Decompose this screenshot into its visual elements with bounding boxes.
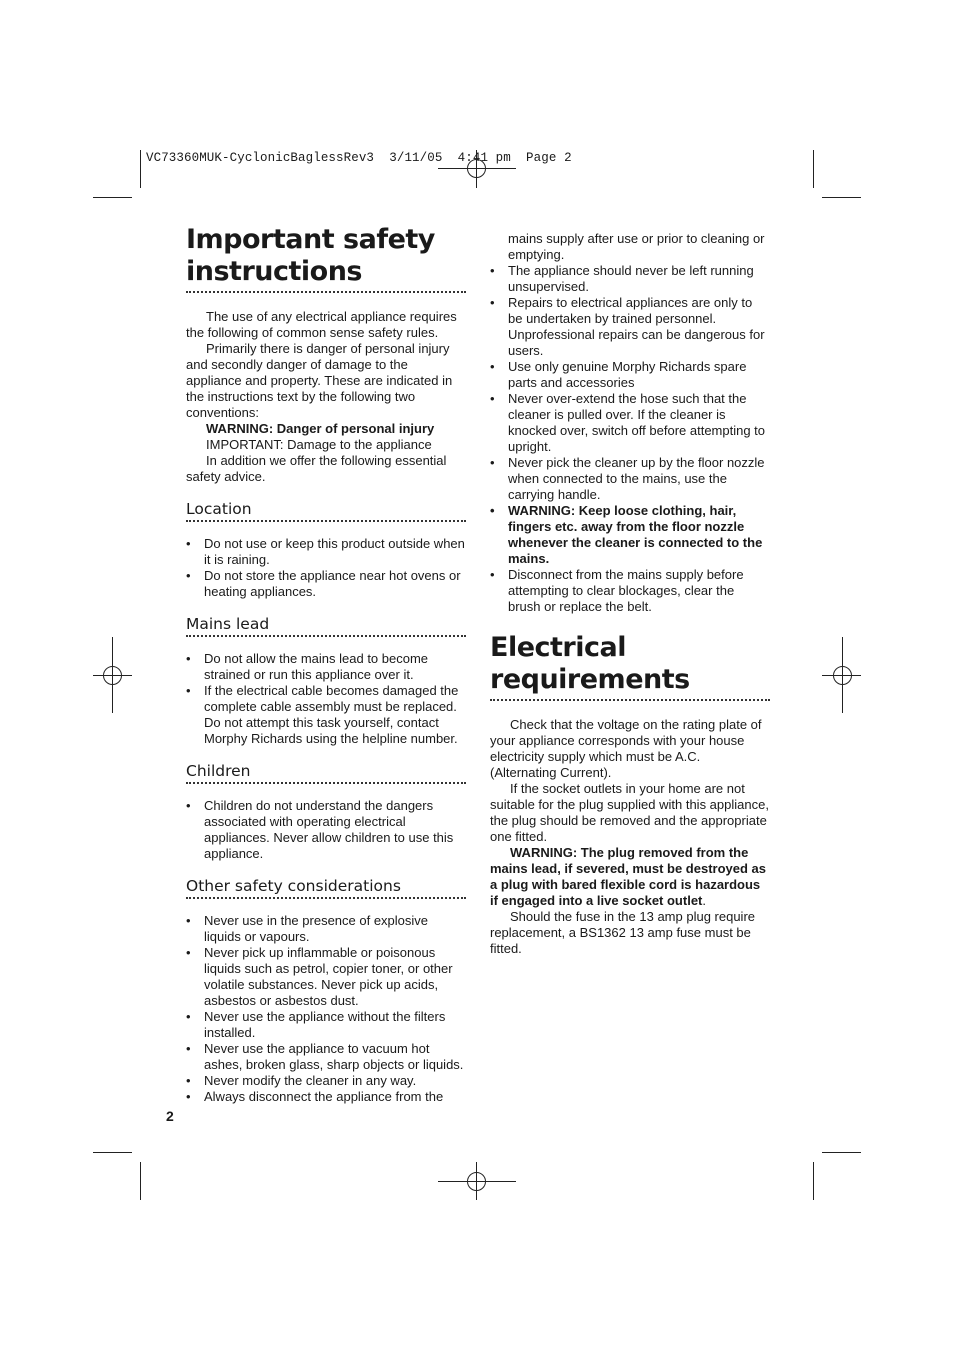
- crop-mark: [822, 197, 861, 198]
- list-item: • Never pick the cleaner up by the floor nozzle when connected to the mains, use the carrying handle.: [490, 455, 770, 503]
- section-mains-lead: [186, 614, 466, 747]
- list-item: • Repairs to electrical appliances are only to be undertaken by trained personnel. Unprofessional repairs can be dangerous for users.: [490, 295, 770, 359]
- section-heading: Mains lead: [186, 614, 466, 637]
- crop-mark: [93, 197, 132, 198]
- list-item: • The appliance should never be left running unsupervised.: [490, 263, 770, 295]
- registration-circle: [103, 666, 122, 685]
- registration-circle: [833, 666, 852, 685]
- list-item: • Never modify the cleaner in any way.: [186, 1073, 466, 1089]
- crop-mark: [813, 1162, 814, 1200]
- list-item: • Children do not understand the dangers associated with operating electrical appliances. Never allow children to use this appliance.: [186, 798, 466, 862]
- crop-mark: [93, 1152, 132, 1153]
- page-number: 2: [166, 1108, 174, 1124]
- list-item: • Do not use or keep this product outside when it is raining.: [186, 536, 466, 568]
- list-item-continuation: mains supply after use or prior to cleaning or emptying.: [508, 231, 765, 262]
- registration-circle: [467, 1172, 486, 1191]
- crop-mark: [822, 1152, 861, 1153]
- section-location: [186, 499, 466, 600]
- section-other-safety: [186, 876, 466, 1105]
- intro-text: The use of any electrical appliance requires the following of common sense safety rules. Primarily there is danger of personal injury and secondly danger of damage to the appliance and property. These are indicated in the instructions text by the following two conventions: WARNING: Danger of personal injury IMPORTANT: Damage to the appliance In addition we offer the following essential safety advice.: [186, 309, 466, 485]
- list-item: • Use only genuine Morphy Richards spare parts and accessories: [490, 359, 770, 391]
- print-slug-line: VC73360MUK-CyclonicBaglessRev3 3/11/05 4:41 pm Page 2: [146, 151, 572, 165]
- list-item: • Never use the appliance to vacuum hot ashes, broken glass, sharp objects or liquids.: [186, 1041, 466, 1073]
- list-item: • If the electrical cable becomes damaged the complete cable assembly must be replaced. Do not attempt this task yourself, contact Morphy Richards using the helpline number.: [186, 683, 466, 747]
- list-item: • Disconnect from the mains supply before attempting to clear blockages, clear the brush or replace the belt.: [490, 567, 770, 615]
- list-item: • Never use in the presence of explosive liquids or vapours.: [186, 913, 466, 945]
- list-item: • Never pick up inflammable or poisonous liquids such as petrol, copier toner, or other volatile substances. Never pick up acids, asbestos or asbestos dust.: [186, 945, 466, 1009]
- section-heading: Other safety considerations: [186, 876, 466, 899]
- section-children: [186, 761, 466, 862]
- warning-convention: WARNING: Danger of personal injury: [206, 421, 435, 436]
- list-item-warning: • WARNING: Keep loose clothing, hair, fingers etc. away from the floor nozzle whenever the cleaner is connected to the mains.: [490, 503, 770, 567]
- bullet-list: [186, 798, 466, 862]
- list-item: • Do not store the appliance near hot ovens or heating appliances.: [186, 568, 466, 600]
- left-column: [186, 224, 466, 1105]
- electrical-warning: WARNING: The plug removed from the mains lead, if severed, must be destroyed as a plug with bared flexible cord is hazardous if engaged into a live socket outlet.: [490, 845, 767, 908]
- crop-mark: [813, 150, 814, 188]
- right-column: [490, 231, 770, 957]
- bullet-list: [186, 536, 466, 600]
- list-item: • Do not allow the mains lead to become strained or run this appliance over it.: [186, 651, 466, 683]
- page-title: Important safety instructions: [186, 224, 466, 293]
- bullet-list: [490, 263, 770, 615]
- crop-mark: [140, 150, 141, 188]
- crop-mark: [140, 1162, 141, 1200]
- section-title-electrical: Electrical requirements: [490, 632, 770, 701]
- list-item: • Always disconnect the appliance from the: [186, 1089, 466, 1105]
- list-item: • Never use the appliance without the filters installed.: [186, 1009, 466, 1041]
- bullet-list: [186, 651, 466, 747]
- bullet-list: [186, 913, 466, 1105]
- important-convention: IMPORTANT: Damage to the appliance: [206, 437, 432, 452]
- section-heading: Children: [186, 761, 466, 784]
- section-heading: Location: [186, 499, 466, 522]
- electrical-text: Check that the voltage on the rating plate of your appliance corresponds with your house electricity supply which must be A.C. (Alternating Current). If the socket outlets in your home are not suitable for the plug supplied with this appliance, the plug should be removed and the appropriate one fitted. WARNING: The plug removed from the mains lead, if severed, must be destroyed as a plug with bared flexible cord is hazardous if engaged into a live socket outlet. Should the fuse in the 13 amp plug require replacement, a BS1362 13 amp fuse must be fitted.: [490, 717, 769, 956]
- list-item: • Never over-extend the hose such that the cleaner is pulled over. If the cleaner is knocked over, switch off before attempting to upright.: [490, 391, 770, 455]
